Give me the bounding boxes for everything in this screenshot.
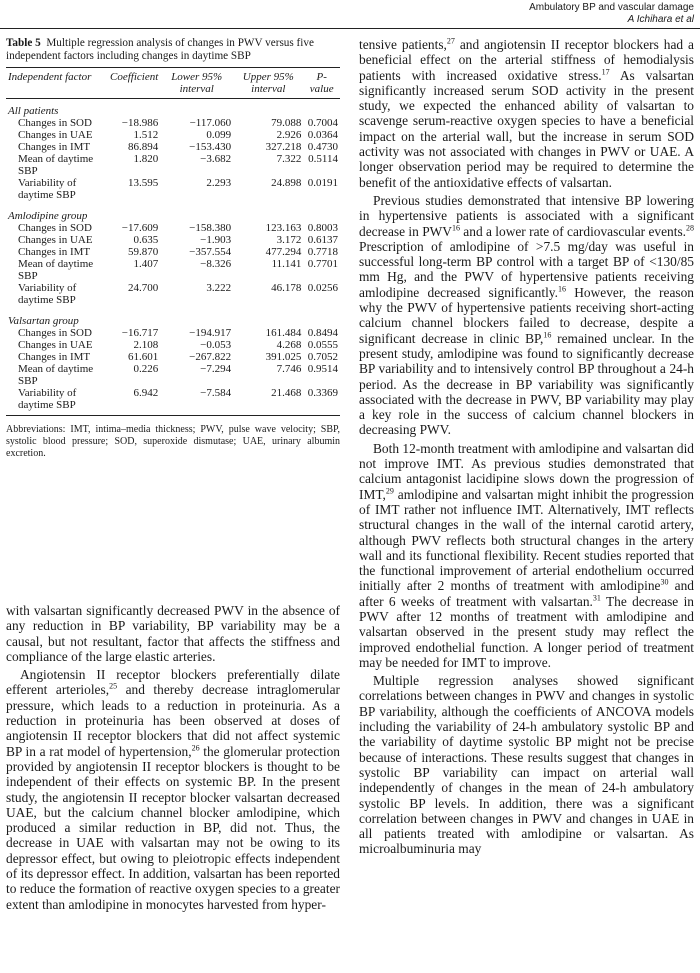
table-cell-upper: 2.926 bbox=[276, 129, 302, 141]
paragraph-text: the glomerular protection provided by angiotensin II receptor blockers is thought to be independent of their effects on systemic BP. In the present study, the angiotensin II receptor blocker valsartan decreased UAE, but the calcium channel blocker amlodipine, which produced a similar reduction in BP, did not. Thus, the decrease in UAE with valsartan may not be owing to its depressor effect, but owing to pleiotropic effects independent of its depressor effect. In addition, valsartan has been reported to reduce the formation of reactive oxygen species to a greater extent than amlodipine in monocytes harvested from hyper- bbox=[6, 743, 340, 912]
body-paragraph bbox=[6, 667, 340, 912]
paragraph-text: Both 12-month treatment with amlodipine and valsartan did not improve IMT. As previous studies demonstrated that calcium antagonist lacidipine slows down the progression of IMT, bbox=[359, 440, 694, 502]
table-cell-upper: 391.025 bbox=[265, 351, 302, 363]
table-cell-upper: 21.468 bbox=[271, 387, 302, 399]
header-coefficient: Coefficient bbox=[108, 68, 160, 99]
table-row bbox=[6, 258, 340, 282]
table-cell-coefficient: −16.717 bbox=[121, 327, 159, 339]
paragraph-text: amlodipine and valsartan might inhibit the progression of IMT rather not influence IMT. Alternatively, IMT reflects structural changes in the wall of the internal carotid artery, although PWV reflects both structural changes in the artery wall and its functional flexibility. Recent studies reported that the functional improvement of arterial endothelium occurred initially after 2 months of treatment with amlodipine bbox=[359, 486, 694, 594]
table-cell-lower: −357.554 bbox=[189, 246, 232, 258]
left-body-text bbox=[6, 603, 340, 912]
table-cell-upper: 327.218 bbox=[265, 141, 302, 153]
paragraph-text: However, the reason why the PWV of hypertensive patients receiving short-acting calcium channel blockers failed to decrease, despite a significant decrease in clinic BP, bbox=[359, 284, 694, 346]
table-cell-coefficient: −17.609 bbox=[121, 222, 159, 234]
table-cell-factor: Mean of daytime SBP bbox=[18, 363, 94, 387]
table-cell-lower: −158.380 bbox=[189, 222, 232, 234]
table-group-row bbox=[6, 201, 340, 222]
paragraph-text: remained unclear. In the present study, amlodipine was found to significantly decrease BP variability and to intensively control BP throughout a 24-h period. As the decrease in BP variability was significantly associated with the decrease in PWV, BP variability may play a key role in the success of calcium channel blockers in decreasing PWV. bbox=[359, 330, 694, 438]
table-cell-lower: 2.293 bbox=[206, 177, 232, 189]
table-group-row bbox=[6, 99, 340, 118]
table-cell-factor: Changes in UAE bbox=[18, 129, 93, 141]
table-cell-p-value: 0.0191 bbox=[307, 177, 338, 189]
table-cell-factor: Changes in UAE bbox=[18, 339, 93, 351]
paragraph-text: Angiotensin II receptor blockers preferentially dilate efferent arterioles, bbox=[6, 667, 340, 698]
paragraph-text: Previous studies demonstrated that intensive BP lowering in hypertensive patients is associated with a significant decrease in PWV bbox=[359, 192, 694, 239]
table-row bbox=[6, 153, 340, 177]
table-group-label: All patients bbox=[8, 105, 59, 117]
table-cell-upper: 7.746 bbox=[276, 363, 302, 375]
table-cell-upper: 79.088 bbox=[271, 117, 302, 129]
paragraph-text: and a lower rate of cardiovascular events. bbox=[459, 223, 686, 239]
body-paragraph bbox=[359, 441, 694, 670]
table-cell-p-value: 0.7718 bbox=[307, 246, 338, 258]
table-header-row bbox=[6, 68, 340, 99]
table-cell-coefficient: 0.635 bbox=[133, 234, 159, 246]
regression-table bbox=[6, 67, 340, 416]
table-row bbox=[6, 387, 340, 416]
table-cell-coefficient: 86.894 bbox=[128, 141, 159, 153]
table-cell-p-value: 0.7701 bbox=[307, 258, 338, 270]
table-row bbox=[6, 282, 340, 306]
table-row bbox=[6, 141, 340, 153]
table-cell-upper: 161.484 bbox=[265, 327, 302, 339]
citation-ref: 16 bbox=[557, 284, 566, 294]
table-cell-upper: 7.322 bbox=[276, 153, 302, 165]
citation-ref: 31 bbox=[592, 593, 601, 603]
table-cell-upper: 477.294 bbox=[265, 246, 302, 258]
table-cell-p-value: 0.0256 bbox=[307, 282, 338, 294]
table-row bbox=[6, 234, 340, 246]
paragraph-text: The decrease in PWV after 12 months of treatment with amlodipine and valsartan observed in the present study may reflect the improved endothelial function. A longer period of treatment may be needed for IMT to improve. bbox=[359, 593, 694, 670]
table-cell-factor: Variability of daytime SBP bbox=[18, 387, 77, 411]
table-cell-p-value: 0.0364 bbox=[307, 129, 338, 141]
table-cell-p-value: 0.0555 bbox=[307, 339, 338, 351]
table-cell-p-value: 0.7004 bbox=[307, 117, 338, 129]
table-cell-lower: −3.682 bbox=[200, 153, 232, 165]
table-group-label: Amlodipine group bbox=[8, 210, 88, 222]
table-cell-p-value: 0.4730 bbox=[307, 141, 338, 153]
table-cell-lower: −7.584 bbox=[200, 387, 232, 399]
table-cell-lower: −8.326 bbox=[200, 258, 232, 270]
paragraph-text: and angiotensin II receptor blockers had a beneficial effect on the arterial stiffness of hemodialysis patients with increased oxidative stress. bbox=[359, 37, 694, 83]
table-row bbox=[6, 327, 340, 339]
table-cell-p-value: 0.8494 bbox=[307, 327, 338, 339]
citation-ref: 25 bbox=[109, 682, 118, 692]
body-paragraph bbox=[6, 603, 340, 664]
table-group-label: Valsartan group bbox=[8, 315, 79, 327]
table-cell-coefficient: 1.820 bbox=[133, 153, 159, 165]
table-cell-coefficient: 1.407 bbox=[133, 258, 159, 270]
table-cell-p-value: 0.8003 bbox=[307, 222, 338, 234]
table-cell-lower: −194.917 bbox=[189, 327, 232, 339]
right-column bbox=[359, 37, 694, 857]
table-cell-p-value: 0.3369 bbox=[307, 387, 338, 399]
table-cell-p-value: 0.6137 bbox=[307, 234, 338, 246]
table-caption bbox=[6, 37, 340, 63]
table-cell-upper: 46.178 bbox=[271, 282, 302, 294]
table-cell-lower: −7.294 bbox=[200, 363, 232, 375]
header-lower-interval: Lower 95% interval bbox=[160, 68, 233, 99]
table-cell-coefficient: 61.601 bbox=[128, 351, 159, 363]
table-cell-coefficient: 13.595 bbox=[128, 177, 159, 189]
table-group-row bbox=[6, 306, 340, 327]
citation-ref: 17 bbox=[601, 67, 610, 77]
header-factor: Independent factor bbox=[6, 68, 108, 99]
header-upper-interval: Upper 95% interval bbox=[233, 68, 303, 99]
table-cell-coefficient: 2.108 bbox=[133, 339, 159, 351]
table-cell-factor: Variability of daytime SBP bbox=[18, 282, 77, 306]
table-cell-coefficient: 24.700 bbox=[128, 282, 159, 294]
table-cell-factor: Changes in SOD bbox=[18, 117, 92, 129]
table-cell-factor: Changes in IMT bbox=[18, 141, 91, 153]
table-cell-upper: 123.163 bbox=[265, 222, 302, 234]
table-body bbox=[6, 99, 340, 416]
table-cell-lower: −153.430 bbox=[189, 141, 232, 153]
paragraph-text: and after 6 weeks of treatment with valsartan. bbox=[359, 578, 695, 609]
table-cell-lower: −267.822 bbox=[189, 351, 232, 363]
citation-ref: 29 bbox=[385, 486, 394, 496]
table-cell-coefficient: 1.512 bbox=[133, 129, 159, 141]
table-label: Table 5 bbox=[6, 37, 41, 49]
table-row bbox=[6, 222, 340, 234]
right-body-text bbox=[359, 37, 694, 857]
table-row bbox=[6, 117, 340, 129]
table-cell-lower: −1.903 bbox=[200, 234, 232, 246]
header-p-value: P-value bbox=[303, 68, 340, 99]
table-cell-lower: 0.099 bbox=[206, 129, 232, 141]
table-cell-upper: 4.268 bbox=[276, 339, 302, 351]
table-row bbox=[6, 363, 340, 387]
table-cell-factor: Mean of daytime SBP bbox=[18, 153, 94, 177]
header-rule bbox=[0, 28, 700, 29]
citation-ref: 26 bbox=[191, 743, 200, 753]
left-column bbox=[6, 37, 340, 912]
table-cell-coefficient: 59.870 bbox=[128, 246, 159, 258]
table-cell-coefficient: −18.986 bbox=[121, 117, 159, 129]
table-cell-factor: Changes in SOD bbox=[18, 222, 92, 234]
table-row bbox=[6, 246, 340, 258]
running-head-title: Ambulatory BP and vascular damage bbox=[529, 2, 694, 13]
paragraph-text: Prescription of amlodipine of >7.5 mg/day was useful in successful long-term BP control with a target BP of <130/85 mm Hg, and the PWV of hypertensive patients receiving amlodipine decreased significantly. bbox=[359, 238, 694, 300]
paragraph-text: and thereby decrease intraglomerular pressure, which leads to a reduction in proteinuria. As a reduction in proteinuria has been observed at doses of angiotensin II receptor blockers that did not affect systemic BP in a rat model of hypertension, bbox=[6, 682, 340, 759]
table-caption-text: Multiple regression analysis of changes in PWV versus five independent factors including changes in daytime SBP bbox=[6, 37, 314, 62]
table-cell-factor: Changes in IMT bbox=[18, 351, 91, 363]
running-head-authors: A Ichihara et al bbox=[627, 14, 694, 25]
table-cell-p-value: 0.9514 bbox=[307, 363, 338, 375]
table-cell-coefficient: 6.942 bbox=[133, 387, 159, 399]
table-row bbox=[6, 339, 340, 351]
table-cell-factor: Mean of daytime SBP bbox=[18, 258, 94, 282]
table-cell-p-value: 0.7052 bbox=[307, 351, 338, 363]
table-row bbox=[6, 351, 340, 363]
body-paragraph bbox=[359, 673, 694, 857]
table-cell-factor: Variability of daytime SBP bbox=[18, 177, 77, 201]
table-cell-upper: 3.172 bbox=[276, 234, 302, 246]
table-cell-factor: Changes in UAE bbox=[18, 234, 93, 246]
table-cell-upper: 24.898 bbox=[271, 177, 302, 189]
table-cell-lower: −0.053 bbox=[200, 339, 232, 351]
table-cell-lower: 3.222 bbox=[206, 282, 232, 294]
citation-ref: 16 bbox=[451, 223, 460, 233]
citation-ref: 30 bbox=[660, 577, 669, 587]
running-head bbox=[529, 2, 694, 26]
citation-ref: 27 bbox=[446, 36, 455, 46]
table-cell-coefficient: 0.226 bbox=[133, 363, 159, 375]
table-cell-p-value: 0.5114 bbox=[308, 153, 338, 165]
citation-ref: 16 bbox=[543, 330, 552, 340]
body-paragraph bbox=[359, 37, 694, 190]
table-row bbox=[6, 129, 340, 141]
citation-ref: 28 bbox=[686, 223, 694, 233]
table-cell-lower: −117.060 bbox=[189, 117, 232, 129]
paragraph-text: tensive patients, bbox=[359, 37, 447, 52]
table-cell-upper: 11.141 bbox=[271, 258, 302, 270]
body-paragraph bbox=[359, 193, 694, 438]
table-cell-factor: Changes in SOD bbox=[18, 327, 92, 339]
table-cell-factor: Changes in IMT bbox=[18, 246, 91, 258]
table-footnote: Abbreviations: IMT, intima–media thickness; PWV, pulse wave velocity; SBP, systolic blood pressure; SOD, superoxide dismutase; UAE, urinary albumin excretion. bbox=[6, 424, 340, 459]
paragraph-text: with valsartan significantly decreased PWV in the absence of any reduction in BP variability, BP variability may be a causal, but not resultant, factor that affects the stiffness and compliance of the large elastic arteries. bbox=[6, 603, 340, 664]
paragraph-text: Multiple regression analyses showed significant correlations between changes in PWV and changes in systolic BP variability, although the coefficients of ANCOVA models including the variability of 24-h ambulatory systolic BP and the variability of daytime systolic BP might not be precise because of interactions. These results suggest that changes in systolic BP variability can impact on arterial wall independently of changes in the mean of 24-h ambulatory systolic BP levels. In addition, there was a significant correlation between changes in PWV and changes in UAE in all patients treated with amlodipine or valsartan. As microalbuminuria may bbox=[359, 673, 694, 857]
table-row bbox=[6, 177, 340, 201]
paragraph-text: As valsartan significantly increased serum SOD activity in the present study, we expected the enhanced ability of valsartan to scavenge serum-reactive oxygen species to have a beneficial impact on the arterial wall, but the increase in serum SOD activity was not associated with changes in PWV or UAE. A longer observation period may be required to determine the benefit of the antioxidative effects of valsartan. bbox=[359, 67, 695, 190]
